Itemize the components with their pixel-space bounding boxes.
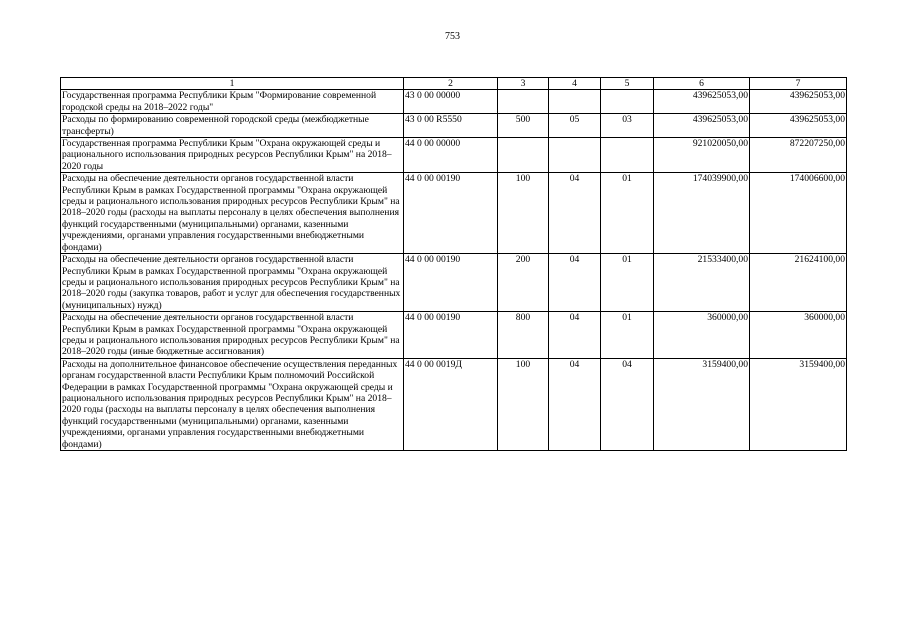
row-expense-type: 500 [498,114,549,138]
row-expense-type: 100 [498,358,549,450]
row-name: Государственная программа Республики Крым "Охрана окружающей среды и рационального использования природных ресурсов Республики Крым" на 2018–2020 годы [61,138,404,173]
row-expense-type: 200 [498,254,549,312]
row-target-article: 44 0 00 00190 [404,173,498,254]
header-col-7: 7 [750,78,847,90]
table-row [61,312,847,359]
row-amount-col6: 439625053,00 [654,114,750,138]
row-amount-col6: 439625053,00 [654,90,750,114]
header-col-3: 3 [498,78,549,90]
row-amount-col7: 360000,00 [750,312,847,359]
header-col-1: 1 [61,78,404,90]
row-expense-type [498,138,549,173]
row-target-article: 44 0 00 00000 [404,138,498,173]
row-amount-col7: 3159400,00 [750,358,847,450]
row-subsection: 01 [601,173,654,254]
table-header-row [61,78,847,90]
row-target-article: 43 0 00 R5550 [404,114,498,138]
row-section [549,90,601,114]
row-expense-type [498,90,549,114]
row-amount-col7: 439625053,00 [750,114,847,138]
row-subsection: 01 [601,312,654,359]
row-subsection: 04 [601,358,654,450]
row-amount-col6: 921020050,00 [654,138,750,173]
page-number: 753 [445,31,460,42]
row-section: 04 [549,312,601,359]
header-col-6: 6 [654,78,750,90]
row-target-article: 44 0 00 00190 [404,312,498,359]
row-section [549,138,601,173]
row-amount-col6: 21533400,00 [654,254,750,312]
row-amount-col6: 174039900,00 [654,173,750,254]
table-row [61,138,847,173]
table-row [61,254,847,312]
row-section: 05 [549,114,601,138]
row-section: 04 [549,254,601,312]
row-section: 04 [549,358,601,450]
row-amount-col6: 360000,00 [654,312,750,359]
header-col-4: 4 [549,78,601,90]
row-expense-type: 100 [498,173,549,254]
table-row [61,173,847,254]
row-target-article: 43 0 00 00000 [404,90,498,114]
row-amount-col7: 872207250,00 [750,138,847,173]
row-subsection [601,90,654,114]
row-name: Государственная программа Республики Крым "Формирование современной городской среды на 2018–2022 годы" [61,90,404,114]
budget-table [60,77,847,451]
row-subsection [601,138,654,173]
row-amount-col7: 174006600,00 [750,173,847,254]
row-amount-col6: 3159400,00 [654,358,750,450]
row-name: Расходы на обеспечение деятельности органов государственной власти Республики Крым в рамках Государственной программы "Охрана окружающей среды и рационального использования природных ресурсов Республики Крым" на 2018–2020 годы (расходы на выплаты персоналу в целях обеспечения выполнения функций государственными (муниципальными) органами, казенными учреждениями, органами управления государственными внебюджетными фондами) [61,173,404,254]
row-subsection: 01 [601,254,654,312]
row-name: Расходы по формированию современной городской среды (межбюджетные трансферты) [61,114,404,138]
row-name: Расходы на обеспечение деятельности органов государственной власти Республики Крым в рамках Государственной программы "Охрана окружающей среды и рационального использования природных ресурсов Республики Крым" на 2018–2020 годы (закупка товаров, работ и услуг для обеспечения государственных (муниципальных) нужд) [61,254,404,312]
row-amount-col7: 21624100,00 [750,254,847,312]
header-col-5: 5 [601,78,654,90]
header-col-2: 2 [404,78,498,90]
row-name: Расходы на обеспечение деятельности органов государственной власти Республики Крым в рамках Государственной программы "Охрана окружающей среды и рационального использования природных ресурсов Республики Крым" на 2018–2020 годы (иные бюджетные ассигнования) [61,312,404,359]
row-subsection: 03 [601,114,654,138]
row-amount-col7: 439625053,00 [750,90,847,114]
row-target-article: 44 0 00 0019Д [404,358,498,450]
table-row [61,114,847,138]
table-row [61,90,847,114]
row-name: Расходы на дополнительное финансовое обеспечение осуществления переданных органам государственной власти Республики Крым полномочий Российской Федерации в рамках Государственной программы "Охрана окружающей среды и рационального использования природных ресурсов Республики Крым" на 2018–2020 годы (расходы на выплаты персоналу в целях обеспечения выполнения функций государственными (муниципальными) органами, казенными учреждениями, органами управления государственными внебюджетными фондами) [61,358,404,450]
row-target-article: 44 0 00 00190 [404,254,498,312]
row-section: 04 [549,173,601,254]
table-row [61,358,847,450]
row-expense-type: 800 [498,312,549,359]
